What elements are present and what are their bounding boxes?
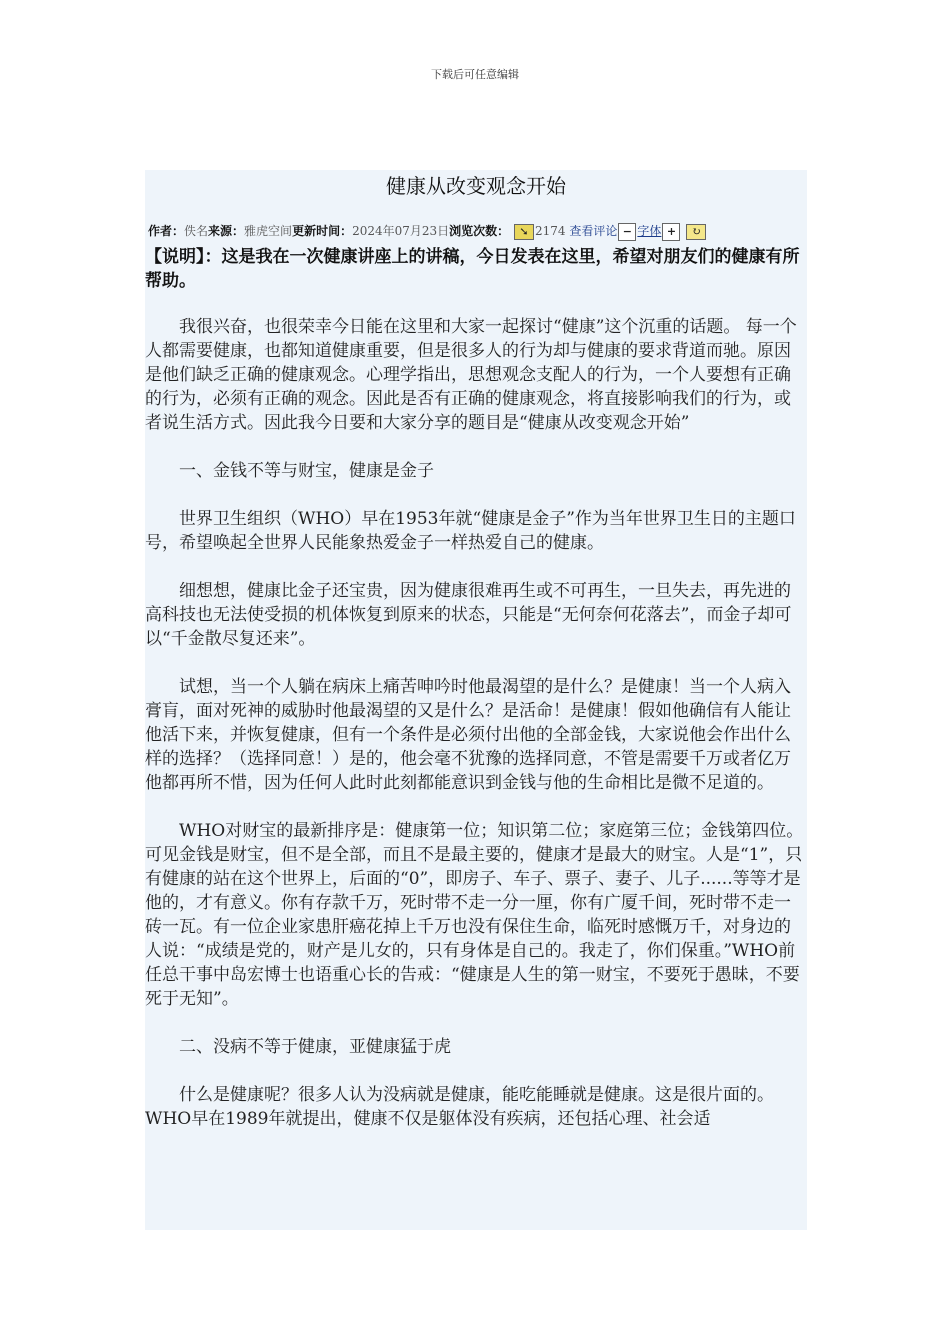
source-value: 雅虎空间 (244, 224, 293, 238)
views-label: 浏览次数： (449, 224, 510, 238)
paragraph: WHO对财宝的最新排序是：健康第一位；知识第二位；家庭第三位；金钱第四位。可见金钱是财宝，但不是全部，而且不是最主要的，健康才是最大的财宝。人是“1”，只有健康的站在这个世界上，后面的“0”，即房子、车子、票子、妻子、儿子......等等才是他的，才有意义。你有存款千万，死时带不走一分一厘，你有广厦千间，死时带不走一砖一瓦。有一位企业家患肝癌花掉上千万也没有保住生命，临死时感慨万千，对身边的人说：“成绩是党的，财产是儿女的，只有身体是自己的。我走了，你们保重。”WHO前任总干事中岛宏博士也语重心长的告戒：“健康是人生的第一财宝，不要死于愚昧，不要死于无知”。 (145, 821, 804, 1009)
paragraph: 细想想，健康比金子还宝贵，因为健康很难再生或不可再生，一旦失去，再先进的高科技也无法使受损的机体恢复到原来的状态，只能是“无何奈何花落去”，而金子却可以“千金散尽复还来”。 (145, 581, 792, 649)
article-note: 【说明】：这是我在一次健康讲座上的讲稿，今日发表在这里，希望对朋友们的健康有所帮助。 (145, 247, 800, 291)
arrow-icon: ➘ (514, 224, 534, 240)
article-meta (148, 220, 807, 242)
refresh-icon[interactable]: ↻ (686, 224, 706, 240)
author-value: 佚名 (184, 224, 209, 238)
article-title: 健康从改变观念开始 (386, 174, 566, 198)
views-count: 2174 (535, 224, 566, 238)
font-smaller-icon[interactable]: − (618, 223, 636, 241)
font-larger-icon[interactable]: + (662, 223, 680, 241)
author-label: 作者： (148, 224, 185, 238)
view-comments-link[interactable]: 查看评论 (569, 224, 618, 238)
article-body (145, 315, 807, 1155)
paragraph: 什么是健康呢？很多人认为没病就是健康，能吃能睡就是健康。这是很片面的。WHO早在1989年就提出，健康不仅是躯体没有疾病，还包括心理、社会适 (145, 1085, 774, 1129)
download-watermark: 下载后可任意编辑 (431, 68, 519, 81)
paragraph: 世界卫生组织（WHO）早在1953年就“健康是金子”作为当年世界卫生日的主题口号，希望唤起全世界人民能象热爱金子一样热爱自己的健康。 (145, 509, 796, 553)
paragraph-intro: 我很兴奋，也很荣幸今日能在这里和大家一起探讨“健康”这个沉重的话题。 每一个人都需要健康，也都知道健康重要，但是很多人的行为却与健康的要求背道而驰。原因是他们缺乏正确的健康观念。心理学指出，思想观念支配人的行为，一个人要想有正确的行为，必须有正确的观念。因此是否有正确的健康观念，将直接影响我们的行为，或者说生活方式。因此我今日要和大家分享的题目是“健康从改变观念开始” (145, 317, 797, 433)
updated-value: 2024年07月23日 (352, 224, 450, 238)
font-size-label[interactable]: 字体 (637, 224, 662, 238)
paragraph: 试想，当一个人躺在病床上痛苦呻吟时他最渴望的是什么？是健康！当一个人病入膏肓，面对死神的威胁时他最渴望的又是什么？是活命！是健康！假如他确信有人能让他活下来，并恢复健康，但有一个条件是必须付出他的全部金钱，大家说他会作出什么样的选择？（选择同意！）是的，他会毫不犹豫的选择同意，不管是需要千万或者亿万他都再所不惜，因为任何人此时此刻都能意识到金钱与他的生命相比是微不足道的。 (145, 677, 791, 793)
article-panel (145, 170, 807, 1230)
updated-label: 更新时间： (292, 224, 353, 238)
section-heading-1: 一、金钱不等与财宝，健康是金子 (179, 461, 434, 481)
section-heading-2: 二、没病不等于健康，亚健康猛于虎 (179, 1037, 451, 1057)
source-label: 来源： (208, 224, 245, 238)
